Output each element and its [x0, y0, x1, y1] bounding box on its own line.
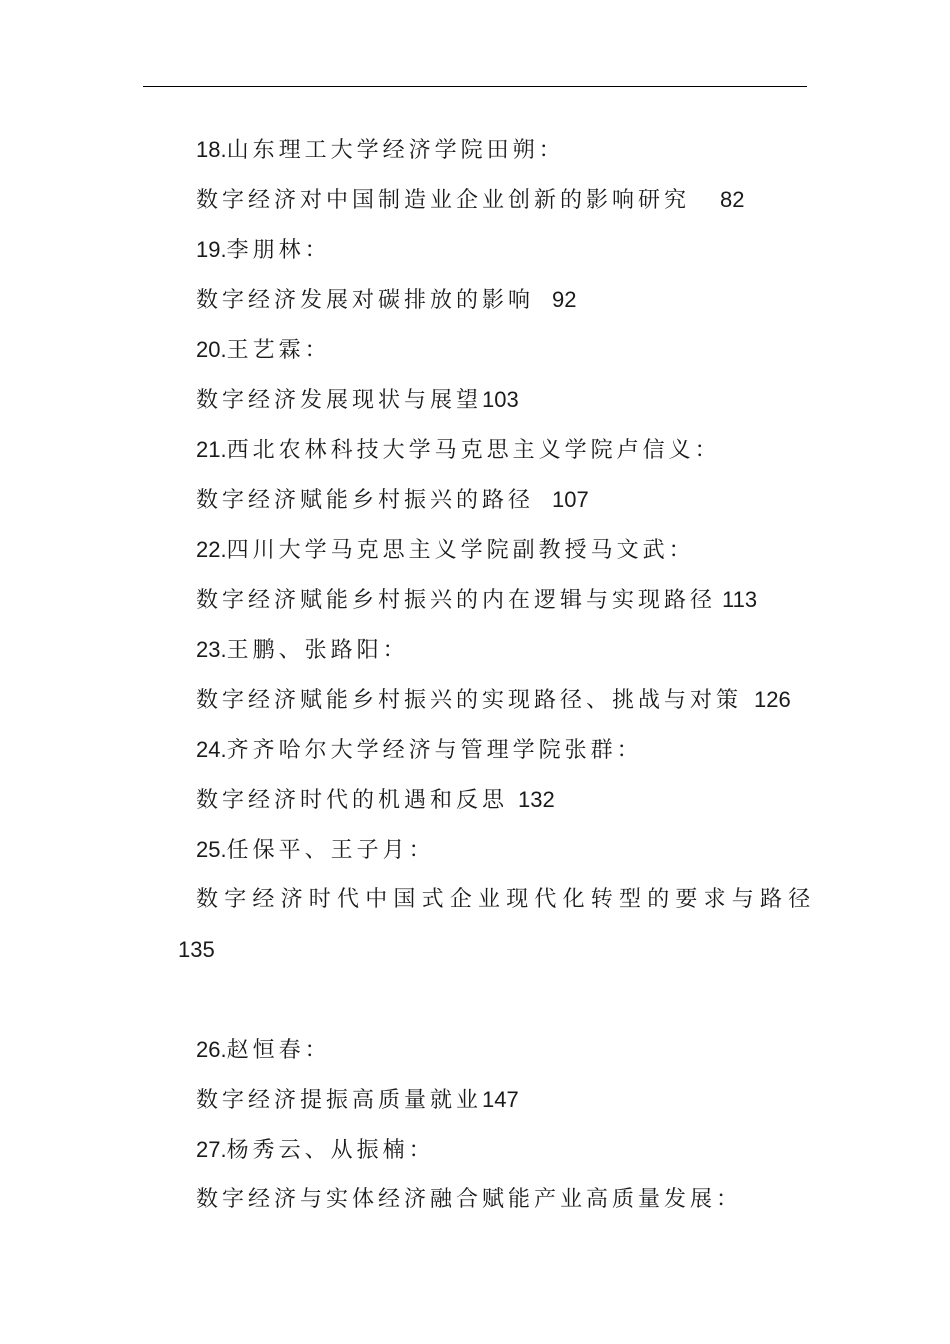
entry-author: 李朋林：: [226, 238, 331, 263]
entry-number: 26.: [196, 1037, 227, 1062]
toc-entry-26-title[interactable]: [196, 1080, 519, 1121]
entry-number: 20.: [196, 337, 227, 362]
entry-page: 92: [552, 287, 577, 312]
entry-number: 23.: [196, 637, 227, 662]
toc-entry-19-title[interactable]: [196, 280, 577, 321]
header-rule: [143, 86, 807, 87]
toc-entry-21-author: [196, 430, 721, 471]
entry-number: 19.: [196, 237, 227, 262]
toc-entry-24-title[interactable]: [196, 780, 555, 821]
entry-author: 四川大学马克思主义学院副教授马文武：: [226, 538, 695, 563]
toc-entry-21-title[interactable]: [196, 480, 589, 521]
entry-title: 数字经济发展现状与展望: [196, 388, 483, 413]
toc-entry-25-page-line: [178, 930, 215, 971]
entry-title: 数字经济发展对碳排放的影响: [196, 288, 535, 313]
entry-author: 杨秀云、从振楠：: [226, 1138, 435, 1163]
entry-title: 数字经济提振高质量就业: [196, 1088, 483, 1113]
entry-page: 82: [720, 187, 745, 212]
entry-page: 135: [178, 937, 215, 962]
entry-author: 山东理工大学经济学院田朔：: [226, 138, 565, 163]
toc-entry-19-author: [196, 230, 331, 271]
entry-number: 22.: [196, 537, 227, 562]
entry-title: 数字经济赋能乡村振兴的实现路径、挑战与对策: [196, 688, 743, 713]
entry-author: 赵恒春：: [226, 1038, 331, 1063]
entry-author: 任保平、王子月：: [226, 838, 435, 863]
toc-entry-27-author: [196, 1130, 435, 1171]
entry-page: 126: [754, 687, 791, 712]
entry-title: 数字经济赋能乡村振兴的内在逻辑与实现路径: [196, 588, 717, 613]
toc-entry-18-author: [196, 130, 565, 171]
entry-title: 数字经济赋能乡村振兴的路径: [196, 488, 535, 513]
entry-page: 147: [482, 1087, 519, 1112]
entry-title: 数字经济与实体经济融合赋能产业高质量发展：: [196, 1187, 743, 1212]
entry-page: 113: [722, 587, 758, 612]
toc-entry-18-title[interactable]: [196, 180, 745, 221]
entry-page: 103: [482, 387, 519, 412]
entry-number: 24.: [196, 737, 227, 762]
toc-entry-24-author: [196, 730, 643, 771]
entry-page: 107: [552, 487, 589, 512]
toc-entry-22-title[interactable]: [196, 580, 757, 621]
toc-entry-25-author: [196, 830, 435, 871]
toc-entry-26-author: [196, 1030, 331, 1071]
entry-number: 18.: [196, 137, 227, 162]
entry-author: 西北农林科技大学马克思主义学院卢信义：: [226, 438, 721, 463]
entry-page: 132: [518, 787, 555, 812]
entry-title: 数字经济时代的机遇和反思: [196, 788, 509, 813]
entry-author: 齐齐哈尔大学经济与管理学院张群：: [226, 738, 643, 763]
toc-entry-25-title[interactable]: [196, 880, 816, 920]
entry-number: 21.: [196, 437, 227, 462]
entry-title: 数字经济对中国制造业企业创新的影响研究: [196, 188, 691, 213]
entry-title: 数字经济时代中国式企业现代化转型的要求与路径: [196, 887, 817, 912]
entry-author: 王艺霖：: [226, 338, 331, 363]
toc-entry-27-title[interactable]: [196, 1180, 742, 1220]
toc-entry-20-author: [196, 330, 331, 371]
toc-entry-23-title[interactable]: [196, 680, 791, 721]
entry-author: 王鹏、张路阳：: [226, 638, 409, 663]
toc-entry-23-author: [196, 630, 409, 671]
entry-number: 25.: [196, 837, 227, 862]
toc-entry-20-title[interactable]: [196, 380, 519, 421]
toc-entry-22-author: [196, 530, 695, 571]
entry-number: 27.: [196, 1137, 227, 1162]
